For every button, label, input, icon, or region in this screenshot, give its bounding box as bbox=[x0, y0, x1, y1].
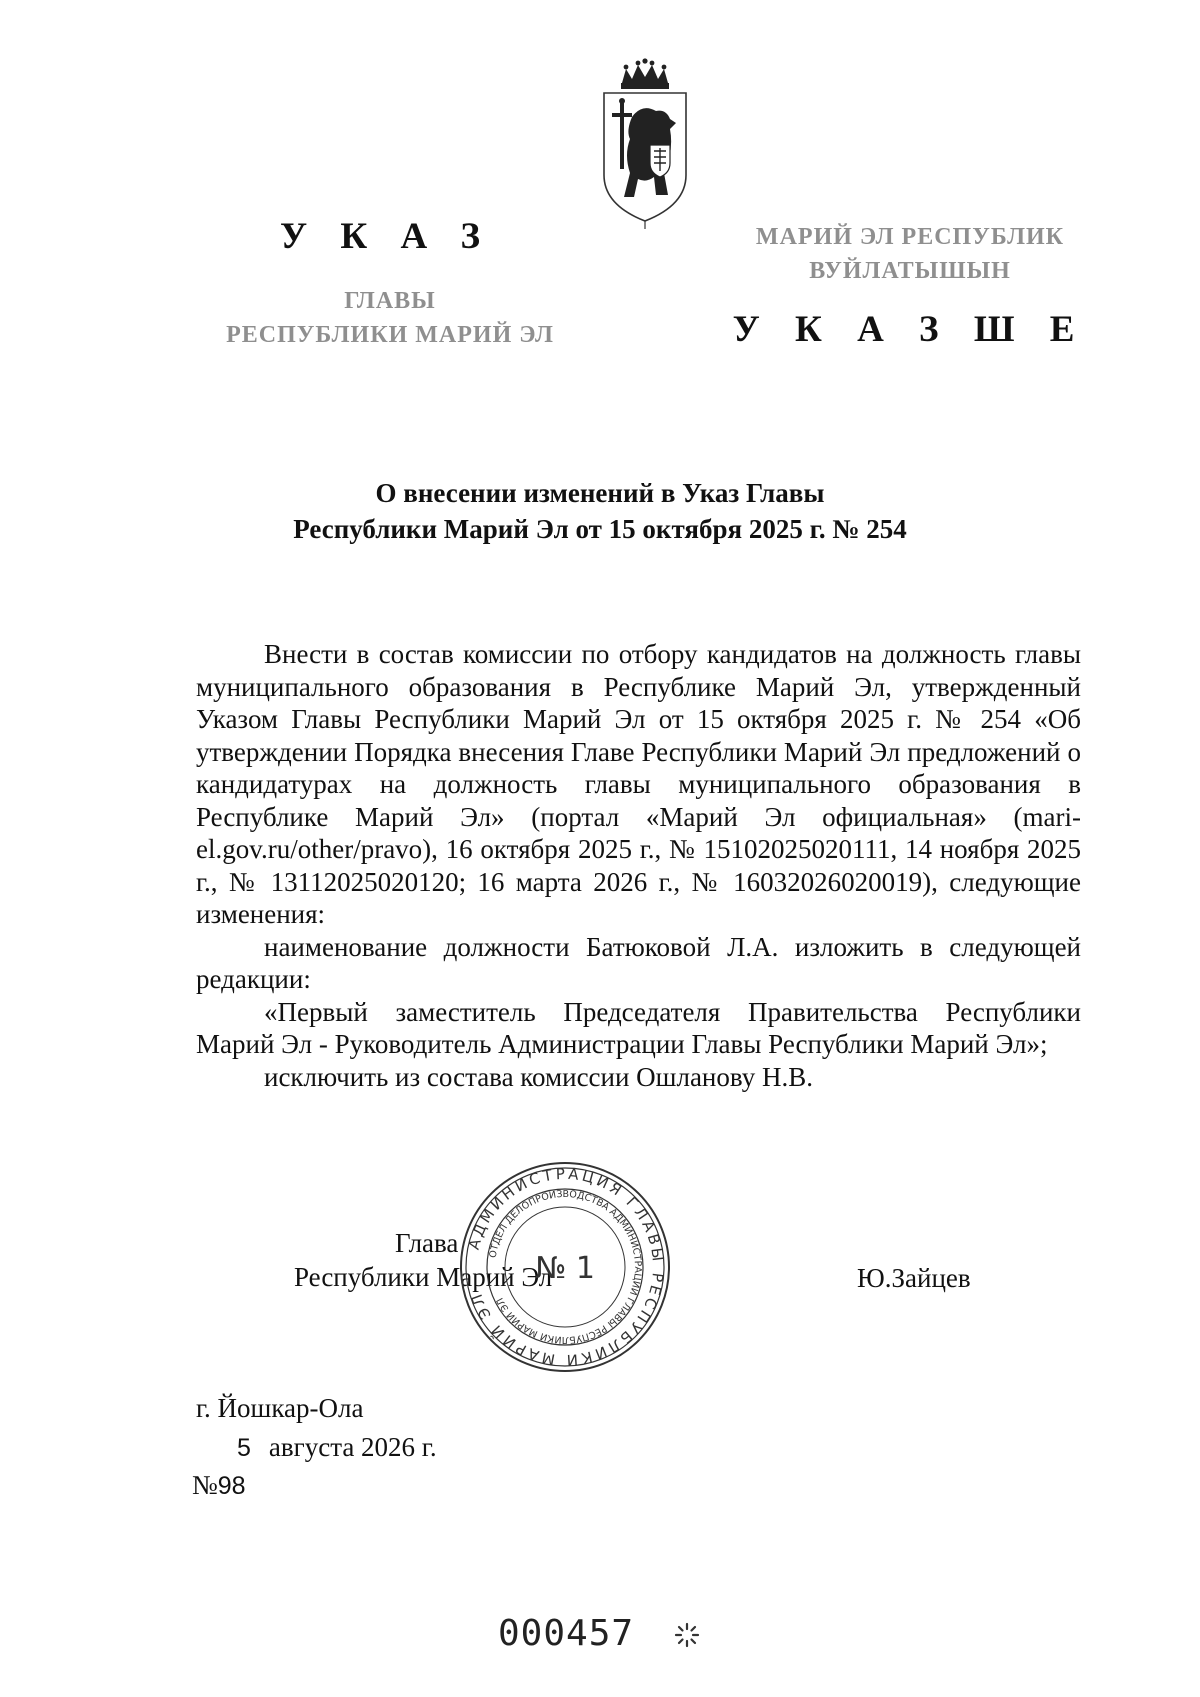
header-left-sub1: ГЛАВЫ bbox=[344, 288, 436, 314]
header-right-line2: ВУЙЛАТЫШЫН bbox=[809, 258, 1011, 284]
issue-date bbox=[237, 1432, 437, 1463]
signatory-role-line-2: Республики Марий Эл bbox=[294, 1262, 553, 1292]
header-right-line1: МАРИЙ ЭЛ РЕСПУБЛИК bbox=[755, 224, 1065, 250]
body-paragraph-1: Внести в состав комиссии по отбору кандидатов на должность главы муниципального образования в Республике Марий Эл, утвержденный Указом Главы Республики Марий Эл от 15 октября 2025 г. № 254 «Об утверждении Порядка внесения Главе Республики Марий Эл предложений о кандидатурах на должность главы муниципального образования в Республике Марий Эл» (портал «Марий Эл официальная» (mari-el.gov.ru/other/pravo), 16 октября 2025 г., № 15102025020111, 14 ноября 2025 г., № 13112025020120; 16 марта 2026 г., № 16032026020019), следующие изменения: bbox=[196, 639, 1081, 929]
signatory-role-line-1: Глава bbox=[395, 1228, 459, 1258]
document-body bbox=[196, 638, 1081, 1093]
stamp-outer-text: АДМИНИСТРАЦИЯ ГЛАВЫ РЕСПУБЛИКИ МАРИЙ ЭЛ bbox=[464, 1164, 668, 1370]
asterisk-mark-icon bbox=[674, 1622, 700, 1648]
number-sign: № bbox=[192, 1470, 218, 1500]
stamp-inner-text: ОТДЕЛ ДЕЛОПРОИЗВОДСТВА АДМИНИСТРАЦИИ ГЛАВЫ РЕСПУБЛИКИ МАРИЙ ЭЛ bbox=[487, 1188, 644, 1346]
issue-place: г. Йошкар-Ола bbox=[196, 1393, 364, 1423]
issue-date-rest: августа 2026 г. bbox=[268, 1432, 437, 1462]
body-paragraph-4: исключить из состава комиссии Ошланову Н.В. bbox=[264, 1061, 813, 1092]
coat-of-arms-emblem bbox=[590, 55, 700, 230]
header-right bbox=[710, 220, 1110, 351]
title-line-2: Республики Марий Эл от 15 октября 2025 г. № 254 bbox=[293, 514, 907, 544]
ukazshe-title: У К А З Ш Е bbox=[732, 309, 1088, 350]
title-line-1: О внесении изменений в Указ Главы bbox=[375, 478, 825, 508]
header-left bbox=[190, 215, 590, 352]
header-left-sub2: РЕСПУБЛИКИ МАРИЙ ЭЛ bbox=[226, 322, 554, 348]
ukaz-title: У К А З bbox=[280, 216, 492, 257]
document-title bbox=[150, 475, 1050, 547]
document-number bbox=[192, 1470, 246, 1501]
body-paragraph-3: «Первый заместитель Председателя Правительства Республики Марий Эл - Руководитель Администрации Главы Республики Марий Эл»; bbox=[196, 996, 1081, 1059]
issue-day: 5 bbox=[237, 1434, 251, 1462]
body-paragraph-2: наименование должности Батюковой Л.А. изложить в следующей редакции: bbox=[196, 931, 1081, 994]
stamp-number: № 1 bbox=[535, 1251, 595, 1286]
number-value: 98 bbox=[217, 1472, 246, 1500]
serial-number: 000457 bbox=[498, 1613, 635, 1654]
signatory-name: Ю.Зайцев bbox=[857, 1263, 971, 1293]
official-stamp bbox=[458, 1160, 672, 1374]
